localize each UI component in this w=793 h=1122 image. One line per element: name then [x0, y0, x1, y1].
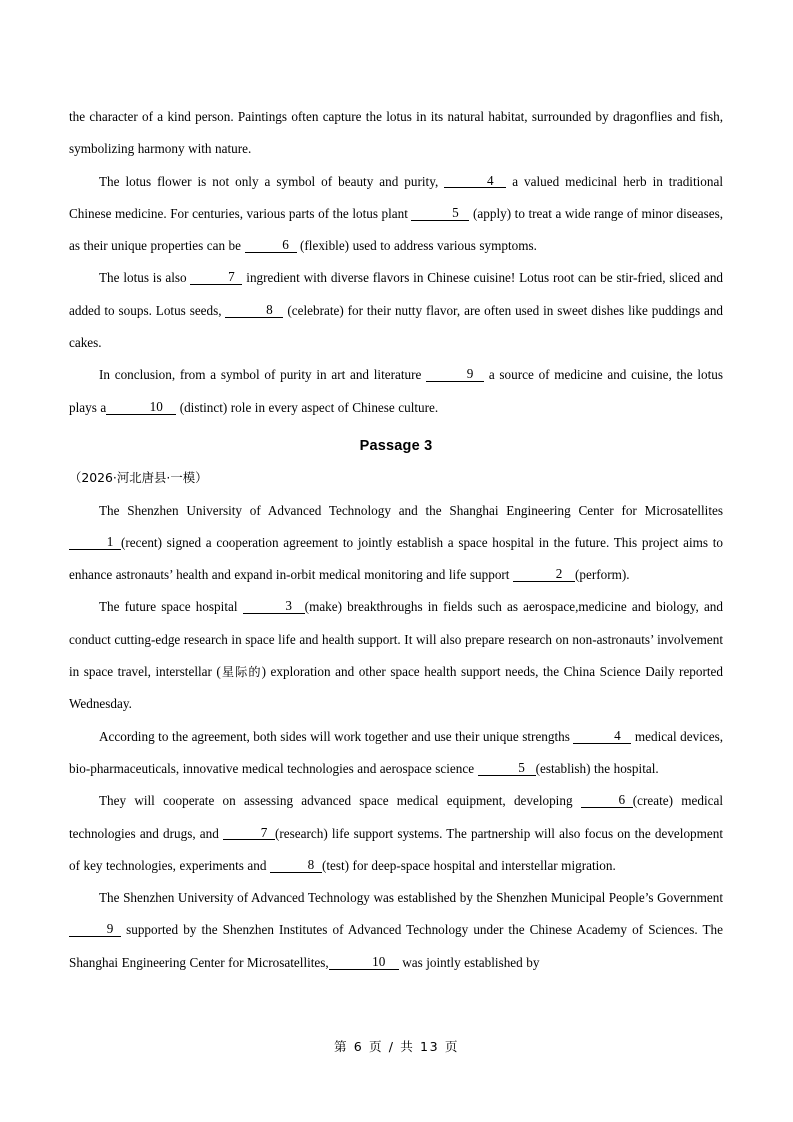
- paragraph-text-c: (distinct) role in every aspect of Chinese culture.: [179, 399, 439, 415]
- paragraph-text-b: (recent) signed a cooperation agreement to jointly establish a space hospital in the future. This project aims to enhance astronauts’ health and expand in-orbit medical monitoring and life support: [69, 534, 723, 583]
- passage-3-heading: Passage 3: [359, 437, 433, 454]
- paragraph-p3-cooperate: [69, 785, 723, 882]
- blank-4[interactable]: 4: [444, 174, 506, 189]
- paragraph-text-c: was jointly established by: [402, 954, 540, 970]
- blank-9-p3[interactable]: 9: [69, 922, 121, 937]
- page-content: [69, 101, 723, 979]
- paragraph-p3-hospital: [69, 591, 723, 720]
- paragraph-text-b: supported by the Shenzhen Institutes of Advanced Technology under the Chinese Academy of Sciences. The Shanghai Engineering Center for Microsatellites,: [69, 922, 723, 970]
- paragraph-text-a: According to the agreement, both sides will work together and use their unique strengths: [99, 728, 570, 744]
- paragraph-text-b: a source of medicine and cuisine, the lotus plays a: [69, 367, 723, 415]
- paragraph-p3-establishment: [69, 882, 723, 979]
- paragraph-text-b: medical devices, bio-pharmaceuticals, innovative medical technologies and aerospace science: [69, 728, 723, 776]
- paragraph-text-b: (create) medical technologies and drugs, and: [69, 793, 723, 841]
- blank-10-p3[interactable]: 10: [329, 955, 399, 970]
- paragraph-text-c: (apply) to treat a wide range of minor diseases, as their unique properties can be: [69, 205, 724, 254]
- paragraph-text-b: ingredient with diverse flavors in Chinese cuisine! Lotus root can be stir-fried, sliced and added to soups. Lotus seeds,: [69, 270, 724, 318]
- paragraph-text-c: (celebrate) for their nutty flavor, are often used in sweet dishes like puddings and cakes.: [69, 302, 724, 351]
- paragraph-text-c: (establish) the hospital.: [535, 760, 659, 776]
- paragraph-p3-intro: [69, 495, 723, 592]
- blank-5[interactable]: 5: [411, 206, 469, 221]
- paragraph-lotus-cuisine: [69, 262, 723, 359]
- passage-3-source: [69, 462, 723, 494]
- paragraph-text: the character of a kind person. Paintings often capture the lotus in its natural habitat, surrounded by dragonflies and fish, symbolizing harmony with nature.: [69, 109, 723, 157]
- paragraph-text-c: (research) life support systems. The partnership will also focus on the development of key technologies, experiments and: [69, 825, 724, 873]
- paragraph-text-a: In conclusion, from a symbol of purity in art and literature: [99, 367, 422, 383]
- blank-6-p3[interactable]: 6: [581, 793, 633, 808]
- page-footer: 第 6 页 / 共 13 页: [333, 1039, 460, 1054]
- paragraph-lotus-conclusion: [69, 359, 723, 424]
- paragraph-text-a: They will cooperate on assessing advanced space medical equipment, developing: [99, 793, 573, 809]
- paragraph-text-c: ) exploration and other space health support needs, the China Science Daily reported Wednesday.: [69, 664, 723, 712]
- blank-10[interactable]: 10: [106, 400, 176, 415]
- gloss-interstellar: 星际的: [220, 665, 262, 680]
- blank-9[interactable]: 9: [426, 367, 484, 382]
- paragraph-text-b: (make) breakthroughs in fields such as aerospace,medicine and biology, and conduct cutting-edge research in space life and health support. It will also prepare research on non-astronauts’ involvement in space travel, interstellar (: [69, 599, 723, 680]
- blank-1[interactable]: 1: [69, 535, 121, 550]
- blank-7-p3[interactable]: 7: [223, 826, 275, 841]
- paragraph-text-d: (test) for deep-space hospital and interstellar migration.: [321, 857, 616, 873]
- paragraph-text-b: a valued medicinal herb in traditional Chinese medicine. For centuries, various parts of the lotus plant: [69, 173, 724, 221]
- blank-5-p3[interactable]: 5: [478, 761, 536, 776]
- blank-6[interactable]: 6: [245, 238, 297, 253]
- blank-4-p3[interactable]: 4: [573, 729, 631, 744]
- blank-8[interactable]: 8: [225, 303, 283, 318]
- paragraph-text-d: (flexible) used to address various symptoms.: [300, 238, 537, 254]
- paragraph-text-c: (perform).: [574, 567, 630, 583]
- paragraph-text-a: The lotus flower is not only a symbol of beauty and purity,: [99, 173, 439, 189]
- blank-7[interactable]: 7: [190, 270, 242, 285]
- blank-8-p3[interactable]: 8: [270, 858, 322, 873]
- blank-3[interactable]: 3: [243, 599, 305, 614]
- blank-2[interactable]: 2: [513, 567, 575, 582]
- paragraph-p3-agreement: [69, 721, 723, 786]
- paragraph-text-a: The lotus is also: [99, 270, 187, 286]
- paragraph-text-a: The Shenzhen University of Advanced Technology and the Shanghai Engineering Center for Microsatellites: [99, 502, 723, 518]
- paragraph-text-a: The future space hospital: [99, 599, 238, 615]
- paragraph-lotus-character: [69, 101, 723, 166]
- source-text: （2026·河北唐县·一模）: [69, 470, 208, 486]
- paragraph-text-a: The Shenzhen University of Advanced Technology was established by the Shenzhen Municipal People’s Government: [99, 890, 723, 906]
- paragraph-lotus-medicine: [69, 166, 723, 263]
